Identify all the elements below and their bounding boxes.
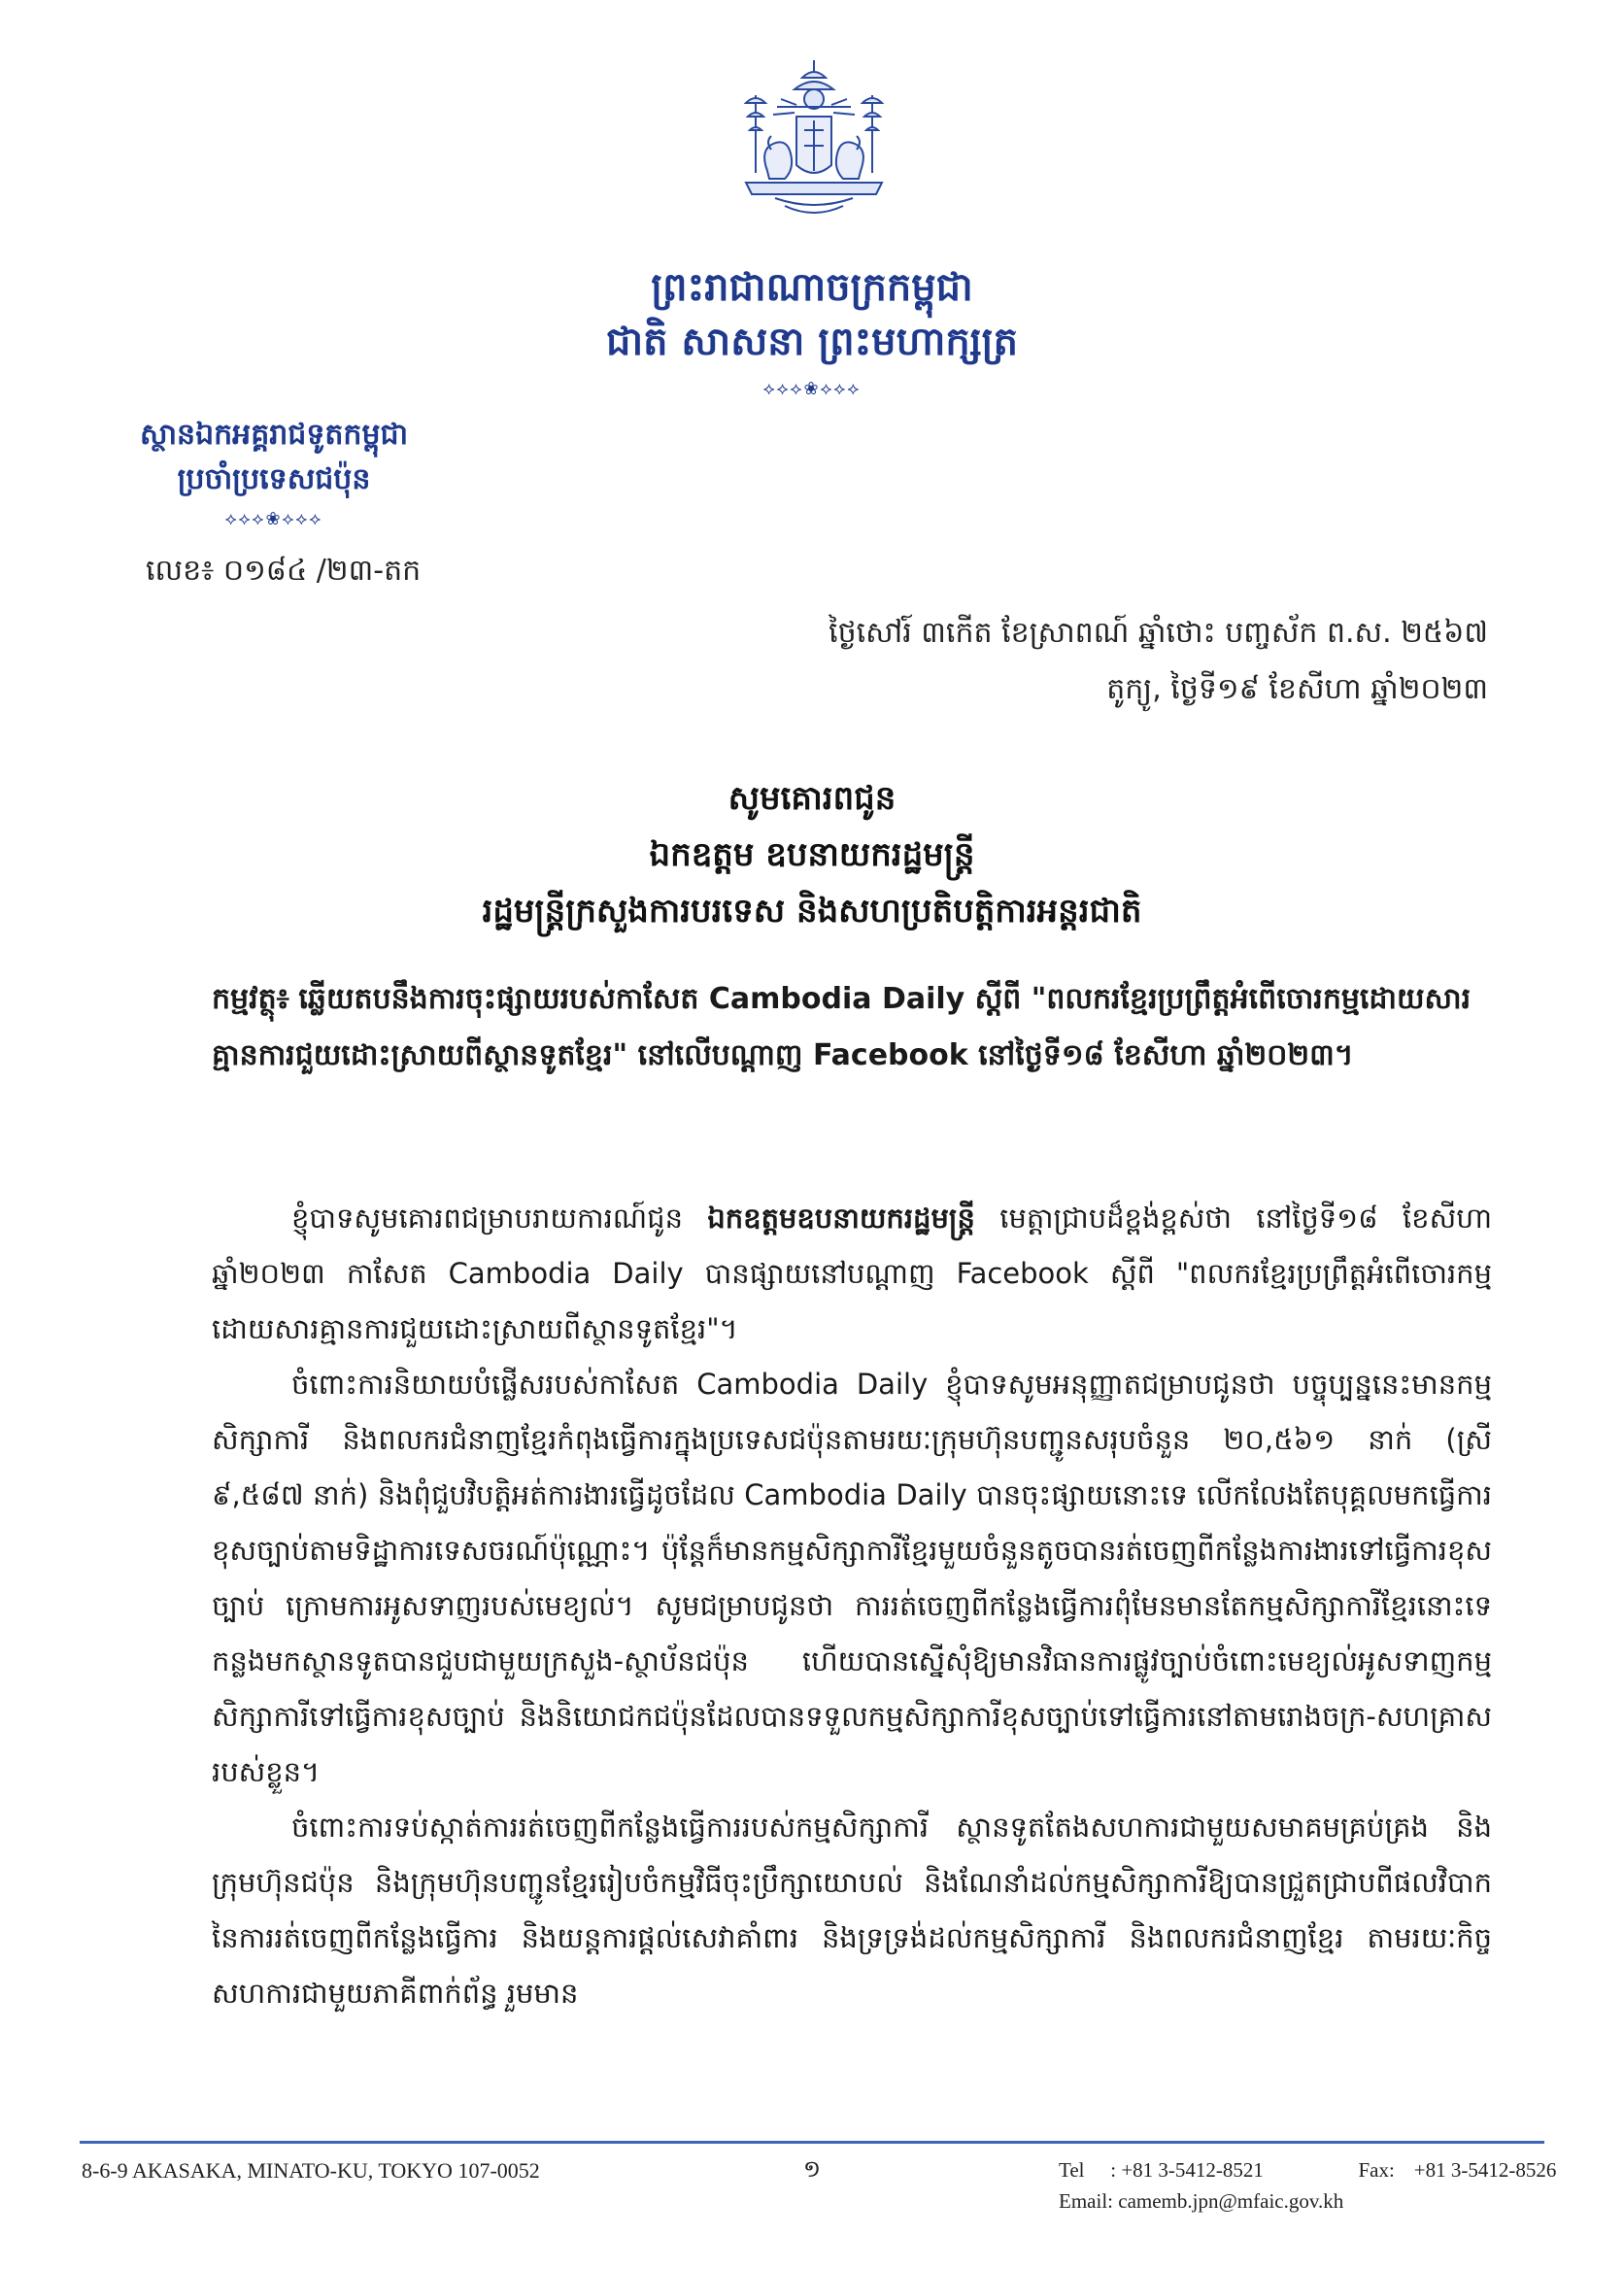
embassy-ornament: ⟡⟡⟡❀⟡⟡⟡ (224, 509, 323, 529)
tel-label: Tel (1059, 2158, 1085, 2182)
royal-coat-of-arms-emblem (717, 56, 911, 226)
footer-contact (1059, 2154, 1556, 2217)
contact-phone-row (1059, 2154, 1556, 2185)
paragraph-1 (212, 1191, 1492, 1357)
paragraph-2: ចំពោះការនិយាយបំផ្លើសរបស់កាសែត Cambodia Daily ខ្ញុំបាទសូមអនុញ្ញាតជម្រាបជូនថា បច្ចុប្បន្ននេះមានកម្មសិក្សាការី និងពលករជំនាញខ្មែរកំពុងធ្វើការក្នុងប្រទេសជប៉ុនតាមរយៈក្រុមហ៊ុនបញ្ជូនសរុបចំនួន ២០,៥៦១ នាក់ (ស្រី ៩,៥៨៧ នាក់) និងពុំជួបវិបត្តិអត់ការងារធ្វើដូចដែល Cambodia Daily បានចុះផ្សាយនោះទេ លើកលែងតែបុគ្គលមកធ្វើការខុសច្បាប់តាមទិដ្ឋាការទេសចរណ៍ប៉ុណ្ណោះ។ ប៉ុន្តែក៏មានកម្មសិក្សាការីខ្មែរមួយចំនួនតូចបានរត់ចេញពីកន្លែងការងារទៅធ្វើការខុសច្បាប់ ក្រោមការអូសទាញរបស់មេខ្យល់។ សូមជម្រាបជូនថា ការរត់ចេញពីកន្លែងធ្វើការពុំមែនមានតែកម្មសិក្សាការីខ្មែរនោះទេ កន្លងមកស្ថានទូតបានជួបជាមួយក្រសួង-ស្ថាប័នជប៉ុន ហើយបានស្នើសុំឱ្យមានវិធានការផ្លូវច្បាប់ចំពោះមេខ្យល់អូសទាញកម្មសិក្សាការីទៅធ្វើការខុសច្បាប់ និងនិយោជកជប៉ុនដែលបានទទួលកម្មសិក្សាការីខុសច្បាប់ទៅធ្វើការនៅតាមរោងចក្រ-សហគ្រាសរបស់ខ្លួន។ (212, 1368, 1492, 1788)
paragraph-1-bold: ឯកឧត្តមឧបនាយករដ្ឋមន្ត្រី (707, 1202, 975, 1235)
national-motto: ជាតិ សាសនា ព្រះមហាក្សត្រ (606, 320, 1018, 364)
email-label: Email: (1059, 2189, 1113, 2213)
kingdom-title: ព្រះរាជាណាចក្រកម្ពុជា (651, 265, 973, 310)
fax-label: Fax: (1358, 2158, 1395, 2182)
tel-value: : +81 3-5412-8521 (1110, 2158, 1264, 2182)
letter-body (212, 1191, 1492, 2021)
subject-label: កម្មវត្ថុ៖ (212, 982, 289, 1016)
paragraph-1-start: ខ្ញុំបាទសូមគោរពជម្រាបរាយការណ៍ជូន (291, 1202, 683, 1235)
reference-number: លេខ៖ ០១៨៤ /២៣-តក (146, 554, 422, 588)
email-value[interactable]: camemb.jpn@mfaic.gov.kh (1118, 2189, 1344, 2213)
addressee-ministry: រដ្ឋមន្ត្រីក្រសួងការបរទេស និងសហប្រតិបត្តិការអន្តរជាតិ (482, 892, 1142, 931)
subject-text: ឆ្លើយតបនឹងការចុះផ្សាយរបស់កាសែត Cambodia Daily ស្តីពី "ពលករខ្មែរប្រព្រឹត្តអំពើចោរកម្មដោយសារគ្មានការជួយដោះស្រាយពីស្ថានទូតខ្មែរ" នៅលើបណ្តាញ Facebook នៅថ្ងៃទី១៨ ខែសីហា ឆ្នាំ២០២៣។ (212, 982, 1472, 1072)
salutation: សូមគោរពជូន (727, 779, 897, 818)
lunar-date: ថ្ងៃសៅរ៍ ៣កើត ខែស្រាពណ៍ ឆ្នាំថោះ បញ្ចស័ក ព.ស. ២៥៦៧ (829, 616, 1488, 650)
contact-email-row (1059, 2185, 1556, 2217)
subject-block (212, 971, 1494, 1084)
addressee-title: ឯកឧត្តម ឧបនាយករដ្ឋមន្ត្រី (649, 835, 975, 874)
footer-address: 8-6-9 AKASAKA, MINATO-KU, TOKYO 107-0052 (82, 2158, 540, 2183)
fax-value: +81 3-5412-8526 (1413, 2158, 1557, 2182)
embassy-name: ស្ថានឯកអគ្គរាជទូតកម្ពុជា (139, 418, 409, 452)
solar-date: តូក្យូ, ថ្ងៃទី១៩ ខែសីហា ឆ្នាំ២០២៣ (1106, 672, 1488, 706)
header-ornament: ⟡⟡⟡❀⟡⟡⟡ (762, 379, 862, 399)
page-number: ១ (802, 2155, 822, 2183)
paragraph-1-end: មេត្តាជ្រាបដ៏ខ្ពង់ខ្ពស់ថា នៅថ្ងៃទី១៨ ខែសីហា ឆ្នាំ២០២៣ កាសែត Cambodia Daily បានផ្សាយនៅបណ្តាញ Facebook ស្តីពី "ពលករខ្មែរប្រព្រឹត្តអំពើចោរកម្មដោយសារគ្មានការជួយដោះស្រាយពីស្ថានទូតខ្មែរ"។ (212, 1202, 1493, 1345)
paragraph-3: ចំពោះការទប់ស្កាត់ការរត់ចេញពីកន្លែងធ្វើការរបស់កម្មសិក្សាការី ស្ថានទូតតែងសហការជាមួយសមាគមគ្រប់គ្រង និងក្រុមហ៊ុនជប៉ុន និងក្រុមហ៊ុនបញ្ជូនខ្មែររៀបចំកម្មវិធីចុះប្រឹក្សាយោបល់ និងណែនាំដល់កម្មសិក្សាការីឱ្យបានជ្រួតជ្រាបពីផលវិបាកនៃការរត់ចេញពីកន្លែងធ្វើការ និងយន្តការផ្តល់សេវាគាំពារ និងទ្រទ្រង់ដល់កម្មសិក្សាការី និងពលករជំនាញខ្មែរ តាមរយៈកិច្ចសហការជាមួយភាគីពាក់ព័ន្ធ រួមមាន (212, 1811, 1492, 2010)
footer-divider (80, 2141, 1544, 2144)
embassy-country: ប្រចាំប្រទេសជប៉ុន (177, 462, 371, 496)
